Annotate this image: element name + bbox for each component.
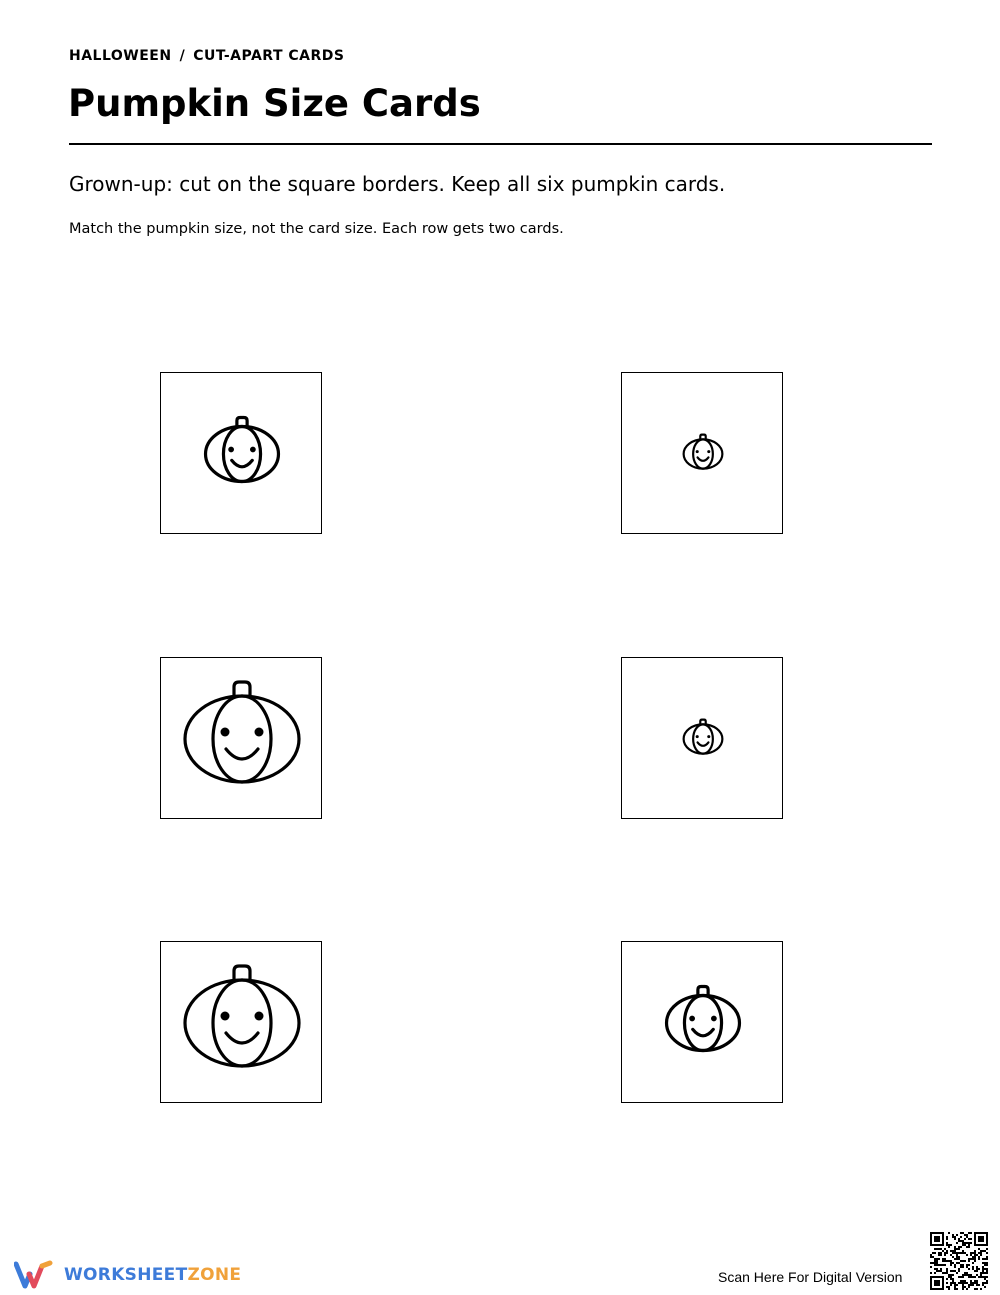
- pumpkin-icon: [684, 435, 723, 469]
- worksheetzone-logo: [14, 1260, 241, 1290]
- brand-part-worksheet: WORKSHEET: [64, 1265, 188, 1285]
- pumpkin-card: [621, 657, 783, 819]
- breadcrumb-page: CUT-APART CARDS: [193, 48, 345, 64]
- main-instruction: Grown-up: cut on the square borders. Keep all six pumpkin cards.: [69, 172, 726, 196]
- pumpkin-card: [160, 372, 322, 534]
- title-divider: [69, 143, 932, 145]
- pumpkin-card: [621, 372, 783, 534]
- page-title: Pumpkin Size Cards: [68, 82, 481, 125]
- brand-part-zone: ZONE: [187, 1265, 242, 1285]
- scan-caption: Scan Here For Digital Version: [718, 1269, 903, 1285]
- pumpkin-icon: [185, 682, 299, 782]
- pumpkin-card: [160, 657, 322, 819]
- worksheetzone-logo-icon: [14, 1260, 56, 1290]
- breadcrumb-category: HALLOWEEN: [69, 48, 172, 64]
- qr-code[interactable]: [930, 1232, 988, 1290]
- pumpkin-icon: [684, 720, 723, 754]
- pumpkin-icon: [206, 418, 279, 482]
- pumpkin-card: [621, 941, 783, 1103]
- pumpkin-icon: [667, 987, 740, 1051]
- pumpkin-card: [160, 941, 322, 1103]
- pumpkin-icon: [185, 966, 299, 1066]
- breadcrumb: [69, 48, 344, 64]
- sub-instruction: Match the pumpkin size, not the card size. Each row gets two cards.: [69, 221, 564, 237]
- breadcrumb-separator: /: [179, 48, 186, 64]
- worksheetzone-brand: [64, 1265, 241, 1285]
